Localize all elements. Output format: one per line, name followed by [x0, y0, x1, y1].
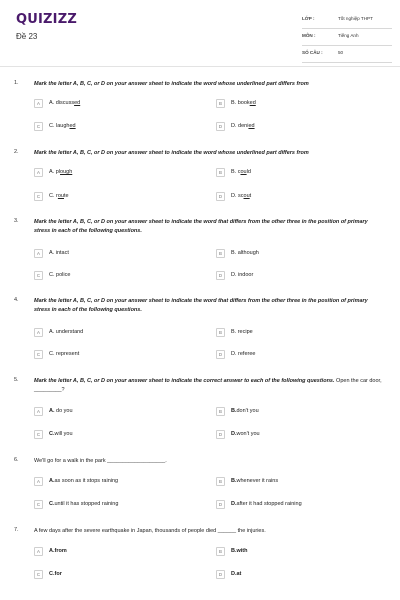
option-letter-box[interactable]: C — [34, 122, 43, 131]
quizizz-logo: QUIZIZZ — [16, 12, 77, 27]
question-number: 4. — [14, 297, 19, 303]
option-letter-box[interactable]: A — [34, 477, 43, 486]
option-text: A. do you — [49, 408, 73, 414]
option-letter-box[interactable]: A — [34, 249, 43, 258]
option-text: B. recipe — [231, 329, 253, 335]
option-letter-box[interactable]: A — [34, 407, 43, 416]
meta-row-question-count — [302, 48, 392, 63]
option-letter-box[interactable]: B — [216, 249, 225, 258]
question-number: 1. — [14, 80, 19, 86]
option-text: A. plough — [49, 169, 73, 175]
question-text — [34, 80, 384, 89]
option-letter-box[interactable]: D — [216, 430, 225, 439]
option-text: D. referee — [231, 351, 256, 357]
option-text: C.will you — [49, 431, 73, 437]
meta-label: LỚP : — [302, 16, 315, 21]
question-instruction: Mark the letter A, B, C, or D on your answer sheet to indicate the word that differs from the other three in the position of primary stress in each of the following questions. — [34, 219, 368, 234]
meta-value: Tiếng Anh — [338, 33, 359, 38]
option-letter-box[interactable]: D — [216, 350, 225, 359]
option-letter-box[interactable]: C — [34, 350, 43, 359]
option-text: C. police — [49, 272, 71, 278]
option-letter-box[interactable]: D — [216, 271, 225, 280]
option-text: B. could — [231, 169, 251, 175]
option-letter-box[interactable]: B — [216, 547, 225, 556]
header — [0, 0, 400, 62]
question-instruction: Mark the letter A, B, C, or D on your answer sheet to indicate the correct answer to each of the following questions. — [34, 378, 335, 384]
option-letter-box[interactable]: A — [34, 99, 43, 108]
option-text: B.whenever it rains — [231, 478, 279, 484]
question-text — [34, 297, 384, 314]
header-divider — [0, 66, 400, 67]
option-text: D. scout — [231, 193, 252, 199]
option-text: C. laughed — [49, 123, 76, 129]
question-text — [34, 218, 384, 235]
option-text: D.won't you — [231, 431, 260, 437]
option-text: D.at — [231, 571, 242, 577]
question-text — [34, 377, 384, 394]
option-letter-box[interactable]: D — [216, 122, 225, 131]
option-text: A.as soon as it stops raining — [49, 478, 119, 484]
option-text: C. represent — [49, 351, 80, 357]
question-number: 3. — [14, 218, 19, 224]
exam-meta — [302, 14, 392, 65]
option-text: A. discussed — [49, 100, 81, 106]
option-letter-box[interactable]: C — [34, 430, 43, 439]
meta-value: Tốt nghiệp THPT — [338, 16, 373, 21]
option-letter-box[interactable]: B — [216, 407, 225, 416]
question-instruction: Mark the letter A, B, C, or D on your answer sheet to indicate the word that differs from the other three in the position of primary stress in each of the following questions. — [34, 298, 368, 313]
option-letter-box[interactable]: D — [216, 192, 225, 201]
meta-label: MÔN : — [302, 33, 316, 38]
option-letter-box[interactable]: C — [34, 500, 43, 509]
question-number: 2. — [14, 149, 19, 155]
option-letter-box[interactable]: B — [216, 168, 225, 177]
question-text — [34, 149, 384, 158]
question-text: A few days after the severe earthquake in Japan, thousands of people died ______ the injuries. — [34, 528, 266, 534]
option-text: C.for — [49, 571, 62, 577]
option-text: D. denied — [231, 123, 255, 129]
option-text: A.from — [49, 548, 67, 554]
option-letter-box[interactable]: A — [34, 547, 43, 556]
option-text: B. although — [231, 250, 259, 256]
option-text: D. indoor — [231, 272, 254, 278]
question-instruction: Mark the letter A, B, C, or D on your answer sheet to indicate the word whose underlined part differs from — [34, 81, 309, 87]
option-letter-box[interactable]: C — [34, 570, 43, 579]
question-number: 6. — [14, 457, 19, 463]
option-text: B.don't you — [231, 408, 259, 414]
meta-label: SỐ CÂU : — [302, 50, 323, 55]
meta-row-subject — [302, 31, 392, 46]
option-letter-box[interactable]: D — [216, 570, 225, 579]
option-text: A. understand — [49, 329, 84, 335]
question-stem: Open the car door, _________? — [34, 378, 382, 393]
option-text: B.with — [231, 548, 248, 554]
question-instruction: Mark the letter A, B, C, or D on your answer sheet to indicate the word whose underlined part differs from — [34, 150, 309, 156]
exam-title: Đề 23 — [16, 32, 38, 41]
option-text: C.until it has stopped raining — [49, 501, 119, 507]
meta-row-class — [302, 14, 392, 29]
option-letter-box[interactable]: C — [34, 271, 43, 280]
question-number: 7. — [14, 527, 19, 533]
option-letter-box[interactable]: A — [34, 328, 43, 337]
meta-value: 50 — [338, 50, 344, 55]
option-text: C. route — [49, 193, 69, 199]
option-letter-box[interactable]: C — [34, 192, 43, 201]
option-text: D.after it had stopped raining — [231, 501, 302, 507]
option-letter-box[interactable]: B — [216, 477, 225, 486]
question-number: 5. — [14, 377, 19, 383]
option-text: A. intact — [49, 250, 69, 256]
option-letter-box[interactable]: B — [216, 99, 225, 108]
option-letter-box[interactable]: D — [216, 500, 225, 509]
option-text: B. booked — [231, 100, 256, 106]
question-text: We'll go for a walk in the park ___________________. — [34, 458, 167, 464]
option-letter-box[interactable]: B — [216, 328, 225, 337]
option-letter-box[interactable]: A — [34, 168, 43, 177]
